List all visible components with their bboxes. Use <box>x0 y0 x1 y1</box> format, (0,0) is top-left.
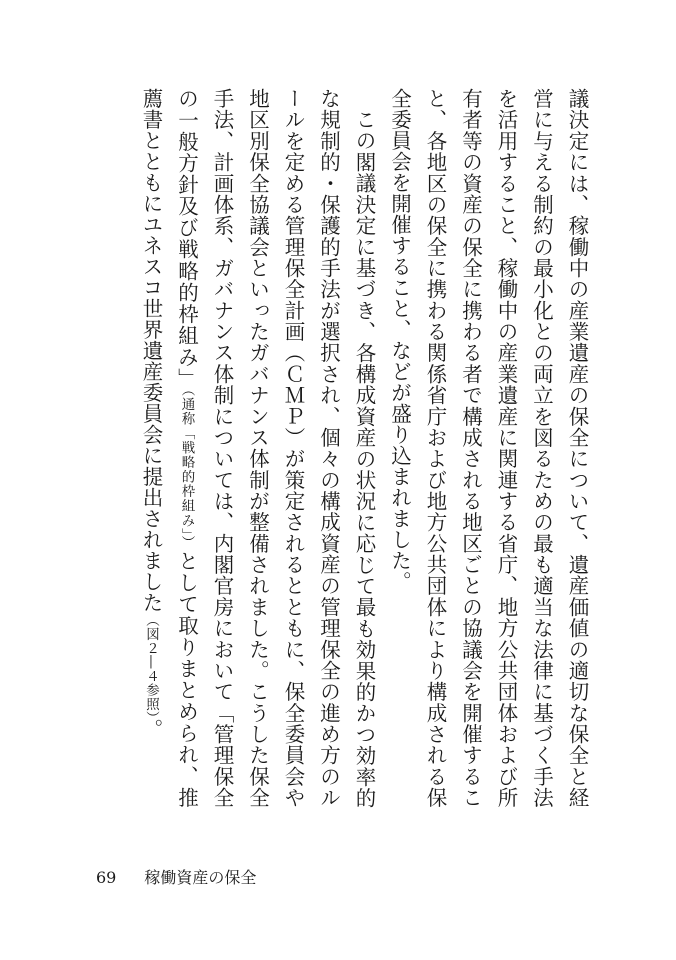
text-line: ました。 <box>387 508 412 592</box>
paragraph-2 <box>133 88 382 808</box>
page-number: 69 <box>96 868 117 887</box>
text-line: および地方公共団体により構成される保全委員会を開催すること、などが盛り込まれ <box>387 88 447 809</box>
text-line: る制約の最小化との両立を図るための最も適当な法律に基づく手法を活用すること、 <box>494 88 554 809</box>
text-line: この閣議決定に基づき、各構成資産の状況に応じて最も効果的かつ効率的な規制 <box>316 88 376 808</box>
figure-reference: （図２―４参照） <box>143 613 159 719</box>
text-line: 稼働中の産業遺産に関連する省庁、地方公共団体および所有者等の資産の保全に携わ <box>458 88 518 809</box>
small-annotation: 的枠組み」） <box>178 469 195 551</box>
text-line: 理保全計画（ＣＭＰ）が策定されるとともに、保全委員会や地区別保全協議会といっ <box>245 88 305 809</box>
text-line: 議決定には、稼働中の産業遺産の保全について、遺産価値の適切な保全と経営に与え <box>529 88 589 808</box>
small-annotation: （通称「戦略 <box>178 389 195 470</box>
page-footer <box>96 865 256 888</box>
text-line: として取りまとめられ、推薦書とともにユネスコ世界遺産委員会に提出さ <box>139 88 199 809</box>
text-line: 。 <box>139 718 163 740</box>
text-line: たガバナンス体制が整備されました。こうした保全手法、計画体系、ガバナンス体制 <box>210 88 270 809</box>
vertical-body-text <box>133 88 595 808</box>
paragraph-1 <box>381 88 594 808</box>
running-title: 稼働資産の保全 <box>144 868 257 887</box>
text-line: る者で構成される地区ごとの協議会を開催すること、各地区の保全に携わる関係省庁 <box>423 88 483 809</box>
text-line: については、内閣官房において「管理保全の一般方針及び戦略的枠組み」 <box>174 88 234 809</box>
text-line: れました <box>139 529 163 613</box>
text-line: 的・保護的手法が選択され、個々の構成資産の管理保全の進め方のルールを定める管 <box>281 88 341 809</box>
